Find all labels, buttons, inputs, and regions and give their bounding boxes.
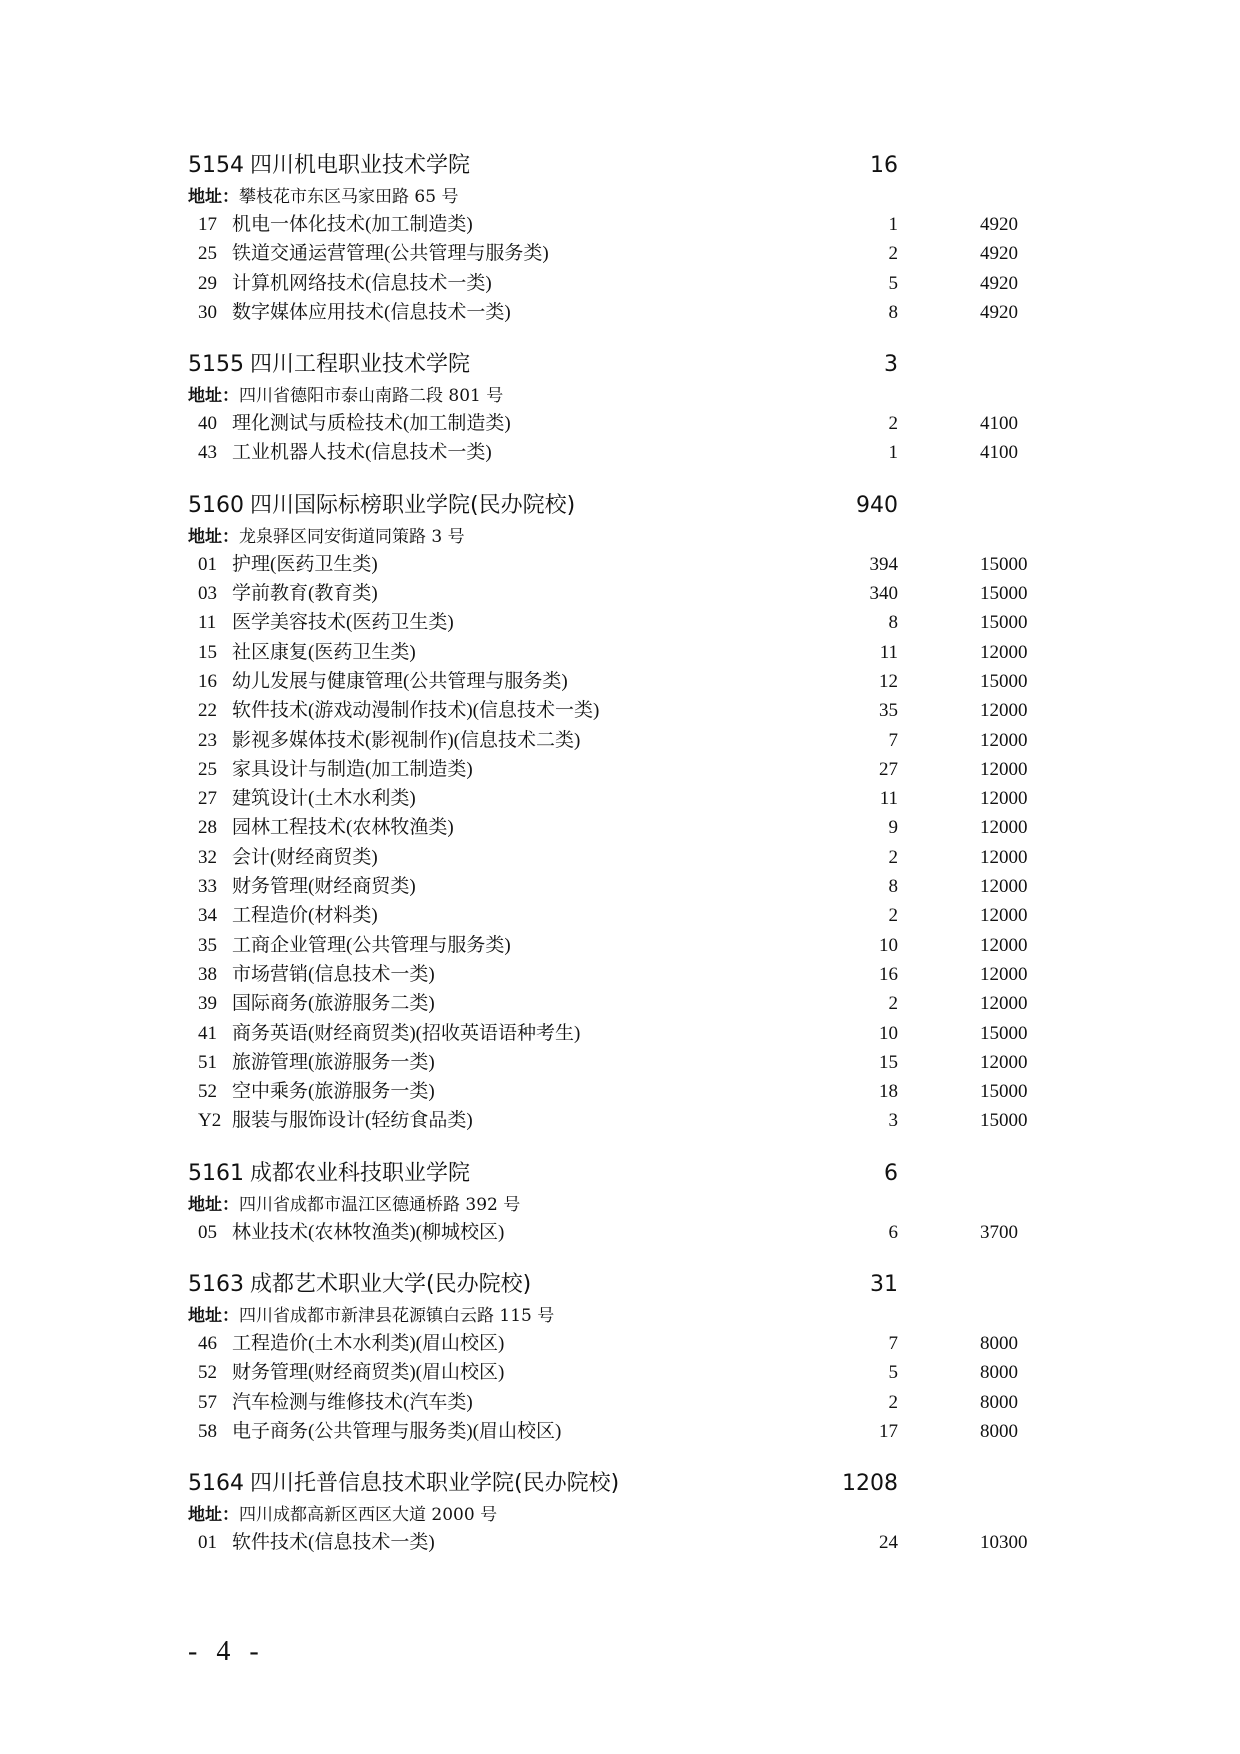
major-count: 1	[888, 442, 898, 464]
major-row	[188, 1106, 1068, 1135]
major-count: 35	[879, 700, 898, 722]
major-row	[188, 608, 1068, 637]
major-row	[188, 638, 1068, 667]
school-header	[188, 346, 1068, 384]
major-code: 17	[198, 214, 217, 235]
school-name: 四川国际标榜职业学院(民办院校)	[250, 492, 576, 518]
major-row	[188, 438, 1068, 467]
school-header	[188, 1155, 1068, 1193]
school-header	[188, 1266, 1068, 1304]
major-code: 25	[198, 758, 217, 780]
major-count: 17	[879, 1420, 898, 1442]
major-count: 8	[888, 301, 898, 323]
major-code: 03	[198, 583, 217, 605]
major-row	[188, 784, 1068, 813]
address-text: 龙泉驿区同安街道同策路 3 号	[239, 526, 465, 547]
major-row	[188, 239, 1068, 268]
school-address	[188, 525, 1068, 550]
major-code: 29	[198, 272, 217, 294]
major-fee: 10300	[980, 1532, 1028, 1554]
major-count: 2	[888, 905, 898, 927]
address-label: 地址：	[188, 187, 239, 207]
school-block	[188, 1465, 1068, 1557]
major-row	[188, 1048, 1068, 1077]
major-count: 7	[888, 1333, 898, 1355]
major-count: 8	[888, 876, 898, 898]
major-fee: 12000	[980, 846, 1028, 868]
major-count: 2	[888, 243, 898, 265]
major-count: 11	[879, 641, 898, 663]
major-row	[188, 989, 1068, 1018]
major-code: 11	[198, 612, 217, 634]
major-row	[188, 210, 1068, 239]
school-name: 成都农业科技职业学院	[250, 1160, 471, 1186]
major-fee: 15000	[980, 670, 1028, 692]
major-fee: 4100	[980, 413, 1018, 435]
major-row	[188, 843, 1068, 872]
school-name: 四川机电职业技术学院	[250, 153, 471, 178]
school-code: 5164	[188, 1471, 244, 1497]
major-row	[188, 1528, 1068, 1557]
major-fee: 15000	[980, 612, 1028, 634]
major-row	[188, 1218, 1068, 1247]
major-name: 服装与服饰设计(轻纺食品类)	[232, 1110, 473, 1132]
major-fee: 3700	[980, 1221, 1018, 1243]
major-fee: 12000	[980, 700, 1028, 722]
major-code: 38	[198, 963, 217, 985]
major-fee: 12000	[980, 1051, 1028, 1073]
major-row	[188, 872, 1068, 901]
school-header	[188, 487, 1068, 525]
major-row	[188, 579, 1068, 608]
major-code: 23	[198, 729, 217, 751]
major-count: 10	[879, 934, 898, 956]
school-code: 5160	[188, 492, 244, 518]
major-code: 57	[198, 1391, 217, 1413]
address-text: 攀枝花市东区马家田路 65 号	[239, 187, 459, 207]
major-code: 34	[198, 905, 217, 927]
major-code: 40	[198, 413, 217, 435]
address-text: 四川省成都市新津县花源镇白云路 115 号	[239, 1306, 555, 1327]
major-name: 学前教育(教育类)	[232, 583, 378, 605]
major-row	[188, 550, 1068, 579]
address-text: 四川省成都市温江区德通桥路 392 号	[239, 1194, 521, 1215]
school-block	[188, 487, 1068, 1136]
school-total-count: 940	[856, 492, 898, 518]
major-fee: 15000	[980, 1081, 1028, 1103]
major-code: Y2	[198, 1110, 222, 1132]
major-name: 会计(财经商贸类)	[232, 846, 378, 868]
major-name: 软件技术(游戏动漫制作技术)(信息技术一类)	[232, 700, 600, 722]
address-label: 地址：	[188, 526, 239, 547]
address-label: 地址：	[188, 1194, 239, 1215]
school-list	[188, 147, 1068, 1577]
major-fee: 12000	[980, 817, 1028, 839]
major-row	[188, 755, 1068, 784]
major-fee: 8000	[980, 1420, 1018, 1442]
major-name: 护理(医药卫生类)	[232, 553, 378, 575]
major-fee: 12000	[980, 963, 1028, 985]
major-code: 28	[198, 817, 217, 839]
major-code: 27	[198, 788, 217, 810]
major-row	[188, 901, 1068, 930]
major-count: 1	[888, 214, 898, 235]
major-fee: 4920	[980, 272, 1018, 294]
major-count: 5	[888, 1362, 898, 1384]
school-name: 成都艺术职业大学(民办院校)	[250, 1272, 532, 1298]
major-row	[188, 1417, 1068, 1446]
page-number: - 4 -	[188, 1636, 265, 1667]
major-count: 10	[879, 1022, 898, 1044]
major-row	[188, 1019, 1068, 1048]
major-count: 15	[879, 1051, 898, 1073]
school-header	[188, 1465, 1068, 1503]
school-address	[188, 1304, 1068, 1329]
major-code: 22	[198, 700, 217, 722]
school-code: 5161	[188, 1160, 244, 1186]
major-count: 6	[888, 1221, 898, 1243]
major-fee: 12000	[980, 788, 1028, 810]
major-fee: 15000	[980, 583, 1028, 605]
major-code: 15	[198, 641, 217, 663]
address-label: 地址：	[188, 1505, 239, 1526]
major-name: 园林工程技术(农林牧渔类)	[232, 817, 454, 839]
major-code: 46	[198, 1333, 217, 1355]
address-label: 地址：	[188, 1306, 239, 1327]
major-code: 43	[198, 442, 217, 464]
major-fee: 12000	[980, 905, 1028, 927]
school-total-count: 6	[884, 1160, 898, 1186]
major-code: 52	[198, 1081, 217, 1103]
major-count: 16	[879, 963, 898, 985]
major-name: 铁道交通运营管理(公共管理与服务类)	[232, 243, 549, 265]
major-row	[188, 298, 1068, 327]
major-code: 01	[198, 1532, 217, 1554]
major-fee: 15000	[980, 1022, 1028, 1044]
major-name: 电子商务(公共管理与服务类)(眉山校区)	[232, 1420, 562, 1442]
major-fee: 8000	[980, 1362, 1018, 1384]
major-row	[188, 1329, 1068, 1358]
major-name: 幼儿发展与健康管理(公共管理与服务类)	[232, 670, 568, 692]
major-name: 社区康复(医药卫生类)	[232, 641, 416, 663]
major-name: 工程造价(材料类)	[232, 905, 378, 927]
major-name: 软件技术(信息技术一类)	[232, 1532, 435, 1554]
major-fee: 8000	[980, 1391, 1018, 1413]
major-count: 18	[879, 1081, 898, 1103]
major-count: 2	[888, 1391, 898, 1413]
major-code: 25	[198, 243, 217, 265]
major-code: 35	[198, 934, 217, 956]
major-name: 医学美容技术(医药卫生类)	[232, 612, 454, 634]
major-count: 11	[879, 788, 898, 810]
major-fee: 8000	[980, 1333, 1018, 1355]
major-name: 计算机网络技术(信息技术一类)	[232, 272, 492, 294]
major-code: 16	[198, 670, 217, 692]
major-row	[188, 726, 1068, 755]
major-name: 数字媒体应用技术(信息技术一类)	[232, 301, 511, 323]
major-code: 41	[198, 1022, 217, 1044]
major-fee: 15000	[980, 1110, 1028, 1132]
major-count: 12	[879, 670, 898, 692]
major-fee: 12000	[980, 993, 1028, 1015]
major-name: 工商企业管理(公共管理与服务类)	[232, 934, 511, 956]
school-code: 5163	[188, 1272, 244, 1298]
school-name: 四川托普信息技术职业学院(民办院校)	[250, 1471, 620, 1497]
major-fee: 12000	[980, 758, 1028, 780]
major-name: 家具设计与制造(加工制造类)	[232, 758, 473, 780]
major-name: 机电一体化技术(加工制造类)	[232, 214, 473, 235]
school-total-count: 3	[884, 352, 898, 378]
major-row	[188, 813, 1068, 842]
major-name: 国际商务(旅游服务二类)	[232, 993, 435, 1015]
major-code: 05	[198, 1221, 217, 1243]
major-code: 32	[198, 846, 217, 868]
major-name: 财务管理(财经商贸类)	[232, 876, 416, 898]
major-count: 2	[888, 993, 898, 1015]
major-name: 市场营销(信息技术一类)	[232, 963, 435, 985]
school-address	[188, 185, 1068, 210]
major-fee: 12000	[980, 641, 1028, 663]
major-fee: 4920	[980, 301, 1018, 323]
major-count: 3	[888, 1110, 898, 1132]
major-row	[188, 409, 1068, 438]
major-row	[188, 667, 1068, 696]
school-code: 5155	[188, 352, 244, 378]
major-name: 建筑设计(土木水利类)	[232, 788, 416, 810]
major-name: 工业机器人技术(信息技术一类)	[232, 442, 492, 464]
major-code: 01	[198, 553, 217, 575]
address-text: 四川省德阳市泰山南路二段 801 号	[239, 386, 504, 407]
major-row	[188, 1388, 1068, 1417]
major-name: 林业技术(农林牧渔类)(柳城校区)	[232, 1221, 505, 1243]
school-total-count: 1208	[842, 1471, 898, 1497]
major-row	[188, 269, 1068, 298]
major-count: 27	[879, 758, 898, 780]
major-row	[188, 1077, 1068, 1106]
school-block	[188, 147, 1068, 327]
school-code: 5154	[188, 153, 244, 178]
major-count: 9	[888, 817, 898, 839]
major-code: 52	[198, 1362, 217, 1384]
major-count: 2	[888, 846, 898, 868]
school-address	[188, 1503, 1068, 1528]
major-code: 39	[198, 993, 217, 1015]
major-row	[188, 696, 1068, 725]
school-block	[188, 1266, 1068, 1446]
major-name: 理化测试与质检技术(加工制造类)	[232, 413, 511, 435]
major-count: 5	[888, 272, 898, 294]
school-name: 四川工程职业技术学院	[250, 352, 471, 378]
school-address	[188, 1193, 1068, 1218]
major-name: 空中乘务(旅游服务一类)	[232, 1081, 435, 1103]
major-row	[188, 931, 1068, 960]
major-fee: 12000	[980, 729, 1028, 751]
major-fee: 4920	[980, 214, 1018, 235]
major-count: 8	[888, 612, 898, 634]
school-total-count: 16	[870, 153, 898, 178]
major-row	[188, 1358, 1068, 1387]
major-code: 30	[198, 301, 217, 323]
major-fee: 12000	[980, 876, 1028, 898]
major-count: 394	[869, 553, 898, 575]
major-fee: 12000	[980, 934, 1028, 956]
major-code: 51	[198, 1051, 217, 1073]
school-block	[188, 1155, 1068, 1247]
address-label: 地址：	[188, 386, 239, 407]
major-name: 商务英语(财经商贸类)(招收英语语种考生)	[232, 1022, 581, 1044]
major-count: 2	[888, 413, 898, 435]
school-header	[188, 147, 1068, 185]
major-row	[188, 960, 1068, 989]
major-code: 33	[198, 876, 217, 898]
major-fee: 4920	[980, 243, 1018, 265]
school-block	[188, 346, 1068, 468]
major-fee: 4100	[980, 442, 1018, 464]
major-code: 58	[198, 1420, 217, 1442]
major-name: 财务管理(财经商贸类)(眉山校区)	[232, 1362, 505, 1384]
major-count: 24	[879, 1532, 898, 1554]
major-count: 340	[869, 583, 898, 605]
major-fee: 15000	[980, 553, 1028, 575]
major-name: 工程造价(土木水利类)(眉山校区)	[232, 1333, 505, 1355]
school-total-count: 31	[870, 1272, 898, 1298]
major-count: 7	[888, 729, 898, 751]
major-name: 旅游管理(旅游服务一类)	[232, 1051, 435, 1073]
major-name: 影视多媒体技术(影视制作)(信息技术二类)	[232, 729, 581, 751]
school-address	[188, 384, 1068, 409]
major-name: 汽车检测与维修技术(汽车类)	[232, 1391, 473, 1413]
address-text: 四川成都高新区西区大道 2000 号	[239, 1505, 498, 1526]
